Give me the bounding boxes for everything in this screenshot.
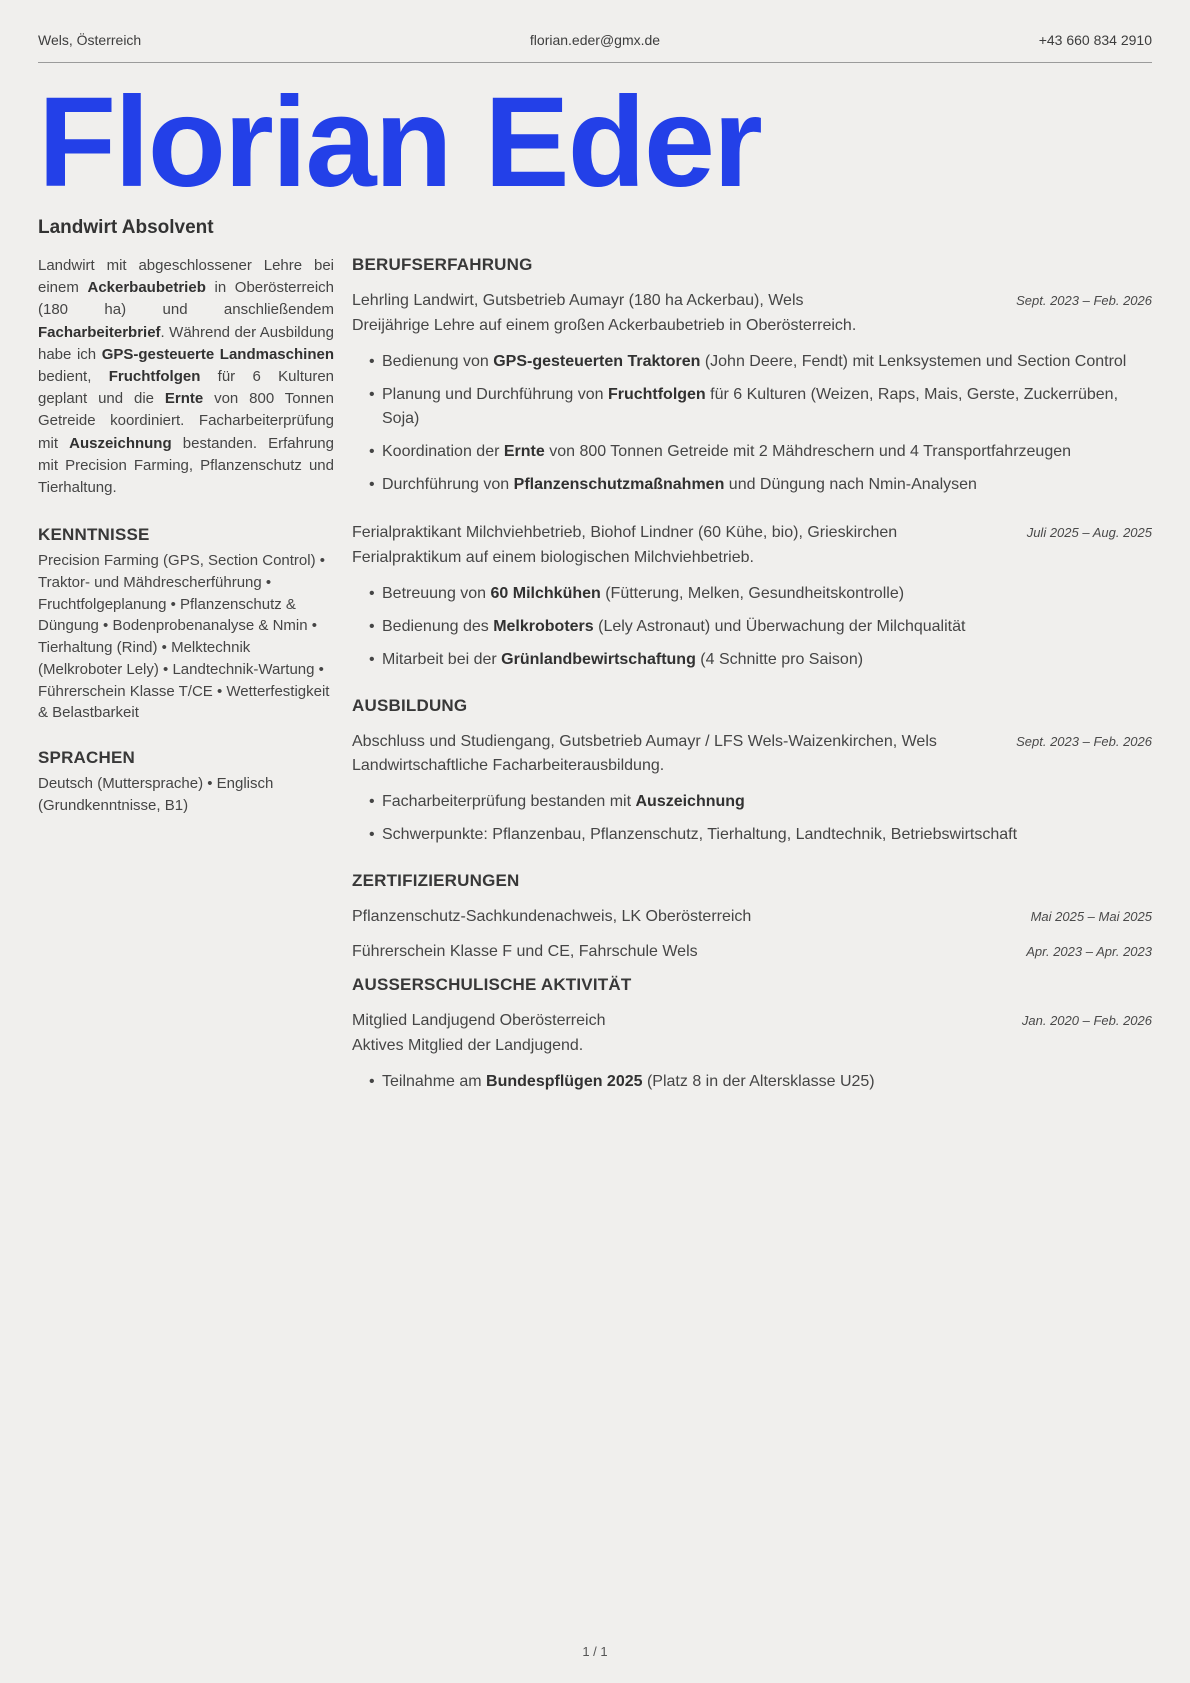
bullet-item: • Mitarbeit bei der Grünlandbewirtschaftung (4 Schnitte pro Saison): [369, 648, 1152, 672]
entry-position: Mitglied Landjugend Oberösterreich: [352, 1011, 606, 1029]
contact-location: Wels, Österreich: [38, 32, 142, 48]
entry-subtitle: Ferialpraktikum auf einem biologischen Milchviehbetrieb.: [352, 548, 754, 566]
bullet-item: • Schwerpunkte: Pflanzenbau, Pflanzenschutz, Tierhaltung, Landtechnik, Betriebswirtschaft: [369, 823, 1152, 847]
bullet-item: • Planung und Durchführung von Fruchtfolgen für 6 Kulturen (Weizen, Raps, Mais, Gerste, Zuckerrüben, Soja): [369, 383, 1152, 431]
education-entry: [352, 730, 1152, 848]
body-columns: [38, 255, 1152, 1118]
entry-position: Lehrling Landwirt, Gutsbetrieb Aumayr (180 ha Ackerbau), Wels: [352, 292, 804, 309]
activities-section-title: AUSSERSCHULISCHE AKTIVITÄT: [352, 974, 632, 994]
main-column: [352, 255, 1152, 1118]
certification-entry: [352, 940, 1152, 965]
sidebar-column: [38, 255, 334, 1118]
languages-text: Deutsch (Muttersprache) • Englisch (Grundkenntnisse, B1): [38, 775, 274, 814]
bullet-item: • Facharbeiterprüfung bestanden mit Auszeichnung: [369, 790, 1152, 814]
entry-subtitle: Dreijährige Lehre auf einem großen Ackerbaubetrieb in Oberösterreich.: [352, 316, 857, 334]
skills-section-title: KENNTNISSE: [38, 525, 150, 545]
entry-date: Sept. 2023 – Feb. 2026: [1016, 293, 1152, 308]
languages-section-title: SPRACHEN: [38, 748, 136, 768]
skills-section: [38, 525, 334, 724]
activity-entry: [352, 1009, 1152, 1094]
experience-entry: [352, 521, 1152, 672]
bullet-item: • Bedienung von GPS-gesteuerten Traktoren (John Deere, Fendt) mit Lenksystemen und Section Control: [369, 350, 1152, 374]
entry-position: Ferialpraktikant Milchviehbetrieb, Biohof Lindner (60 Kühe, bio), Grieskirchen: [352, 523, 898, 541]
education-section-title: AUSBILDUNG: [352, 695, 468, 715]
education-section: [352, 696, 1152, 848]
entry-header: [352, 730, 1152, 755]
bullet-item: • Koordination der Ernte von 800 Tonnen Getreide mit 2 Mähdreschern und 4 Transportfahrzeugen: [369, 440, 1152, 464]
bullet-item: • Bedienung des Melkroboters (Lely Astronaut) und Überwachung der Milchqualität: [369, 615, 1152, 639]
certification-entry: [352, 905, 1152, 930]
certifications-section: [352, 871, 1152, 965]
experience-entry: [352, 289, 1152, 497]
certification-date: Apr. 2023 – Apr. 2023: [1026, 944, 1152, 960]
skills-text: Precision Farming (GPS, Section Control) • Traktor- und Mähdrescherführung • Fruchtfolgeplanung • Pflanzenschutz & Düngung • Bodenprobenanalyse & Nmin • Tierhaltung (Rind) • Melktechnik (Melkroboter Lely) • Landtechnik-Wartung • Führerschein Klasse T/CE • Wetterfestigkeit & Belastbarkeit: [38, 552, 330, 722]
entry-bullet-list: [352, 790, 1152, 847]
candidate-role: Landwirt Absolvent: [38, 217, 214, 238]
contact-header: [38, 28, 1152, 48]
languages-section: [38, 748, 334, 817]
certifications-section-title: ZERTIFIZIERUNGEN: [352, 871, 520, 891]
bullet-item: • Teilnahme am Bundespflügen 2025 (Platz 8 in der Altersklasse U25): [369, 1070, 1152, 1094]
activities-section: [352, 975, 1152, 1094]
entry-header: [352, 940, 1152, 965]
entry-bullet-list: [352, 350, 1152, 497]
contact-email: florian.eder@gmx.de: [529, 32, 661, 48]
header-divider: [38, 62, 1152, 63]
experience-section-title: BERUFSERFAHRUNG: [352, 255, 533, 274]
bullet-item: • Betreuung von 60 Milchkühen (Fütterung, Melken, Gesundheitskontrolle): [369, 582, 1152, 606]
entry-date: Juli 2025 – Aug. 2025: [1026, 524, 1152, 540]
entry-subtitle: Aktives Mitglied der Landjugend.: [352, 1036, 584, 1054]
experience-section: [352, 255, 1152, 672]
entry-date: Jan. 2020 – Feb. 2026: [1021, 1012, 1152, 1028]
entry-date: Sept. 2023 – Feb. 2026: [1016, 733, 1152, 749]
entry-subtitle: Landwirtschaftliche Facharbeiterausbildung.: [352, 757, 665, 775]
certification-name: Führerschein Klasse F und CE, Fahrschule Wels: [352, 943, 698, 961]
entry-header: [352, 521, 1152, 546]
summary-text: Landwirt mit abgeschlossener Lehre bei einem Ackerbaubetrieb in Oberösterreich (180 ha) und anschließendem Facharbeiterbrief. Während der Ausbildung habe ich GPS-gesteuerte Landmaschinen bedient, Fruchtfolgen für 6 Kulturen geplant und die Ernte von 800 Tonnen Getreide koordiniert. Facharbeiterprüfung mit Auszeichnung bestanden. Erfahrung mit Precision Farming, Pflanzenschutz und Tierhaltung.: [38, 257, 335, 496]
entry-position: Abschluss und Studiengang, Gutsbetrieb Aumayr / LFS Wels-Waizenkirchen, Wels: [352, 732, 937, 750]
entry-header: [352, 905, 1152, 930]
contact-phone: +43 660 834 2910: [1038, 32, 1152, 48]
entry-bullet-list: [352, 1070, 1152, 1094]
certification-date: Mai 2025 – Mai 2025: [1030, 909, 1152, 925]
entry-header: [352, 1009, 1152, 1034]
candidate-name: Florian Eder: [38, 71, 761, 214]
page-number: 1 / 1: [582, 1644, 608, 1659]
entry-header: [352, 289, 1152, 314]
certification-name: Pflanzenschutz-Sachkundenachweis, LK Oberösterreich: [352, 908, 752, 926]
entry-bullet-list: [352, 582, 1152, 672]
bullet-item: • Durchführung von Pflanzenschutzmaßnahmen und Düngung nach Nmin-Analysen: [369, 473, 1152, 497]
